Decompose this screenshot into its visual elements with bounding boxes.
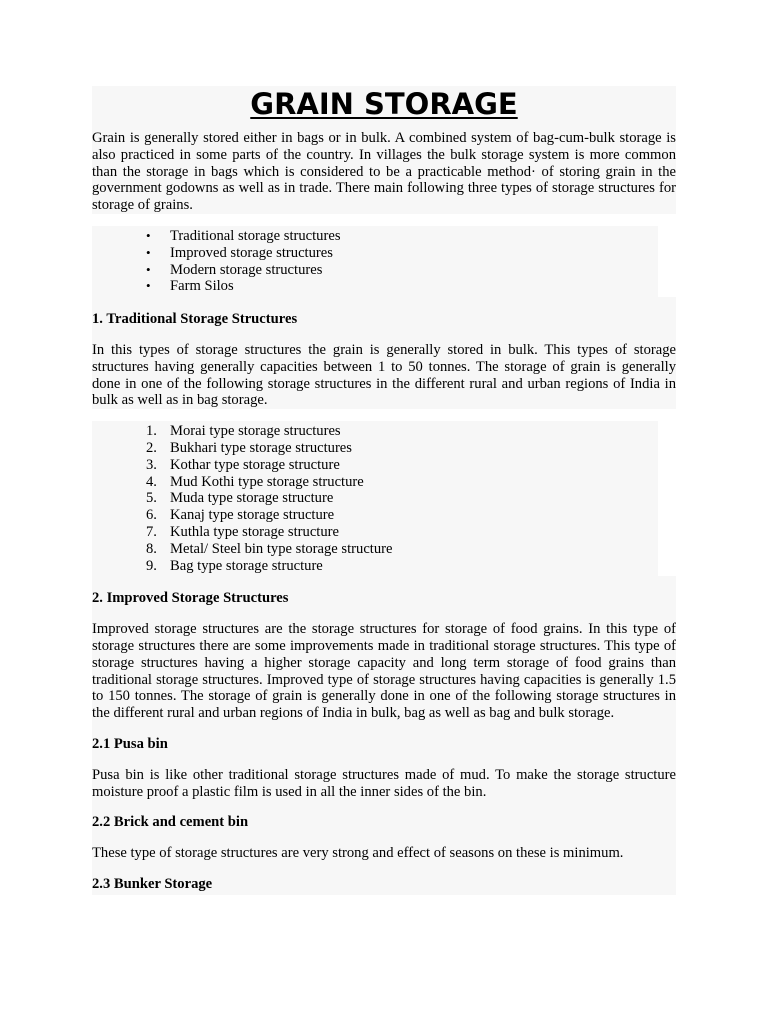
list-number: 2. xyxy=(146,439,157,456)
section21-heading-block xyxy=(92,736,676,753)
spacer xyxy=(92,409,676,421)
list-number: 6. xyxy=(146,507,157,524)
list-item xyxy=(146,456,658,474)
list-text: Morai type storage structures xyxy=(170,423,341,440)
list-text: Kuthla type storage structure xyxy=(170,523,339,540)
list-text: Kanaj type storage structure xyxy=(170,507,335,524)
list-number: 9. xyxy=(146,557,157,574)
intro-paragraph: Grain is generally stored either in bags or in bulk. A combined system of bag-cum-bulk storage is also practiced in some parts of the country. In villages the bulk storage system is more common than the storage in bags which is considered to be a practicable method· of storing grain in the government godowns as well as in trade. There main following three types of storage structures for storage of grains. xyxy=(92,130,676,214)
section21-paragraph: Pusa bin is like other traditional storage structures made of mud. To make the storage structure moisture proof a plastic film is used in all the inner sides of the bin. xyxy=(92,766,676,800)
list-item xyxy=(146,490,658,507)
types-list-block xyxy=(92,226,658,297)
document-title: GRAIN STORAGE xyxy=(250,87,518,121)
spacer xyxy=(92,328,676,342)
section23-heading-block xyxy=(92,876,676,895)
spacer xyxy=(92,831,676,845)
list-item xyxy=(146,523,658,541)
list-text: Mud Kothi type storage structure xyxy=(170,473,364,490)
spacer xyxy=(92,862,676,876)
title-block xyxy=(92,86,676,130)
traditional-list-block xyxy=(92,421,658,576)
section-heading-improved: 2. Improved Storage Structures xyxy=(92,590,289,607)
section22-paragraph: These type of storage structures are very strong and effect of seasons on these is minimum. xyxy=(92,845,624,862)
list-text: Bag type storage structure xyxy=(170,557,323,574)
spacer xyxy=(92,214,676,226)
spacer xyxy=(92,753,676,767)
list-number: 8. xyxy=(146,540,157,557)
section-heading-brick-cement-bin: 2.2 Brick and cement bin xyxy=(92,814,249,831)
list-number: 5. xyxy=(146,490,157,507)
list-item xyxy=(146,557,658,575)
section21-body-block xyxy=(92,767,676,801)
section-heading-traditional: 1. Traditional Storage Structures xyxy=(92,311,298,328)
section-heading-bunker-storage: 2.3 Bunker Storage xyxy=(92,875,213,892)
section1-paragraph: In this types of storage structures the grain is generally stored in bulk. This types of storage structures having generally capacities between 1 to 50 tonnes. The storage of grain is generally done in one of the following storage structures in the different rural and urban regions of India in bulk as well as in bag storage. xyxy=(92,341,676,409)
list-item xyxy=(146,473,658,491)
section22-heading-block xyxy=(92,814,676,831)
list-text: Bukhari type storage structures xyxy=(170,439,352,456)
list-text: Metal/ Steel bin type storage structure xyxy=(170,540,393,557)
traditional-structures-list xyxy=(92,423,658,574)
section2-heading-block xyxy=(92,576,676,607)
document-page xyxy=(92,86,676,895)
list-text: Kothar type storage structure xyxy=(170,456,340,473)
list-item: • Improved storage structures xyxy=(170,245,658,262)
section2-paragraph: Improved storage structures are the storage structures for storage of food grains. In this type of storage structures there are some improvements made in traditional storage structures. This type of storage structures having a higher storage capacity and long term storage of food grains than traditional storage structures. Improved type of storage structures having capacities is generally 1.5 to 150 tonnes. The storage of grain is generally done in one of the following storage structures in the different rural and urban regions of India in bulk, bag as well as bag and bulk storage. xyxy=(92,621,676,722)
list-number: 7. xyxy=(146,523,157,540)
section22-body-block xyxy=(92,845,676,862)
spacer xyxy=(92,800,676,814)
spacer xyxy=(92,607,676,621)
list-text: Muda type storage structure xyxy=(170,490,334,507)
list-item xyxy=(146,507,658,524)
list-number: 1. xyxy=(146,423,157,440)
list-item xyxy=(146,439,658,457)
list-item: • Traditional storage structures xyxy=(170,228,658,245)
list-item xyxy=(146,540,658,558)
section1-body-block xyxy=(92,342,676,409)
section-heading-pusa-bin: 2.1 Pusa bin xyxy=(92,735,168,752)
section2-body-block xyxy=(92,621,676,722)
intro-block xyxy=(92,130,676,214)
list-item: • Farm Silos xyxy=(170,278,658,295)
section1-heading-block xyxy=(92,297,676,328)
list-item xyxy=(146,423,658,440)
list-item: • Modern storage structures xyxy=(170,262,658,279)
list-number: 3. xyxy=(146,456,157,473)
list-number: 4. xyxy=(146,473,157,490)
spacer xyxy=(92,722,676,736)
storage-types-list xyxy=(92,228,658,295)
